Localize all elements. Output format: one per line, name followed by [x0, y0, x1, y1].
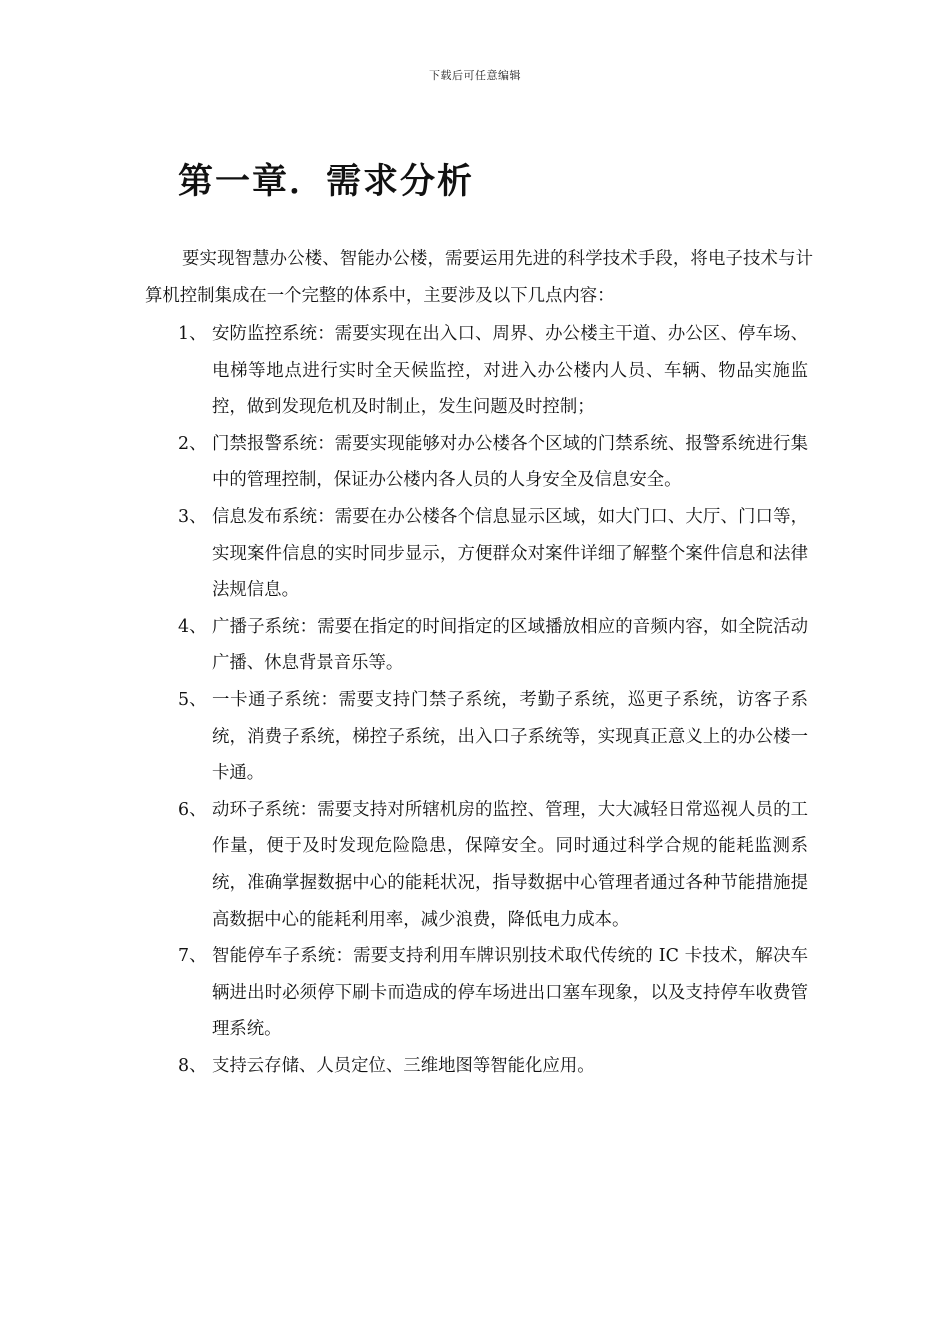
list-item: [178, 938, 808, 1048]
item-number: 8、: [178, 1055, 207, 1076]
list-item: [178, 316, 808, 426]
list-item: [178, 792, 808, 938]
item-number: 3、: [178, 506, 207, 527]
item-text: 智能停车子系统：需要支持利用车牌识别技术取代传统的 IC 卡技术，解决车辆进出时必须停下刷卡而造成的停车场进出口塞车现象，以及支持停车收费管理系统。: [212, 946, 808, 1040]
item-number: 5、: [178, 689, 207, 710]
item-text: 支持云存储、人员定位、三维地图等智能化应用。: [212, 1055, 595, 1076]
item-text: 广播子系统：需要在指定的时间指定的区域播放相应的音频内容，如全院活动广播、休息背景音乐等。: [212, 616, 808, 674]
list-item: [178, 426, 808, 499]
page-header: 下载后可任意编辑: [429, 69, 521, 82]
item-text: 动环子系统：需要支持对所辖机房的监控、管理，大大减轻日常巡视人员的工作量，便于及时发现危险隐患，保障安全。同时通过科学合规的能耗监测系统，准确掌握数据中心的能耗状况，指导数据中心管理者通过各种节能措施提高数据中心的能耗利用率，减少浪费，降低电力成本。: [212, 799, 808, 930]
chapter-title: 第一章．需求分析: [178, 162, 475, 202]
item-number: 6、: [178, 799, 207, 820]
item-number: 2、: [178, 433, 207, 454]
requirements-list: [178, 316, 808, 1084]
item-number: 4、: [178, 616, 207, 637]
list-item: [178, 499, 808, 609]
item-number: 7、: [178, 946, 207, 967]
list-item: [178, 1048, 808, 1085]
item-text: 门禁报警系统：需要实现能够对办公楼各个区域的门禁系统、报警系统进行集中的管理控制，保证办公楼内各人员的人身安全及信息安全。: [212, 433, 808, 491]
list-item: [178, 609, 808, 682]
item-text: 安防监控系统：需要实现在出入口、周界、办公楼主干道、办公区、停车场、电梯等地点进行实时全天候监控，对进入办公楼内人员、车辆、物品实施监控，做到发现危机及时制止，发生问题及时控制；: [212, 324, 808, 418]
item-number: 1、: [178, 324, 207, 344]
item-text: 一卡通子系统：需要支持门禁子系统，考勤子系统，巡更子系统，访客子系统，消费子系统，梯控子系统，出入口子系统等，实现真正意义上的办公楼一卡通。: [212, 689, 808, 784]
item-text: 信息发布系统：需要在办公楼各个信息显示区域，如大门口、大厅、门口等，实现案件信息的实时同步显示，方便群众对案件详细了解整个案件信息和法律法规信息。: [212, 506, 808, 601]
list-item: [178, 682, 808, 792]
intro-paragraph: 要实现智慧办公楼、智能办公楼，需要运用先进的科学技术手段，将电子技术与计算机控制集成在一个完整的体系中，主要涉及以下几点内容：: [145, 249, 813, 306]
